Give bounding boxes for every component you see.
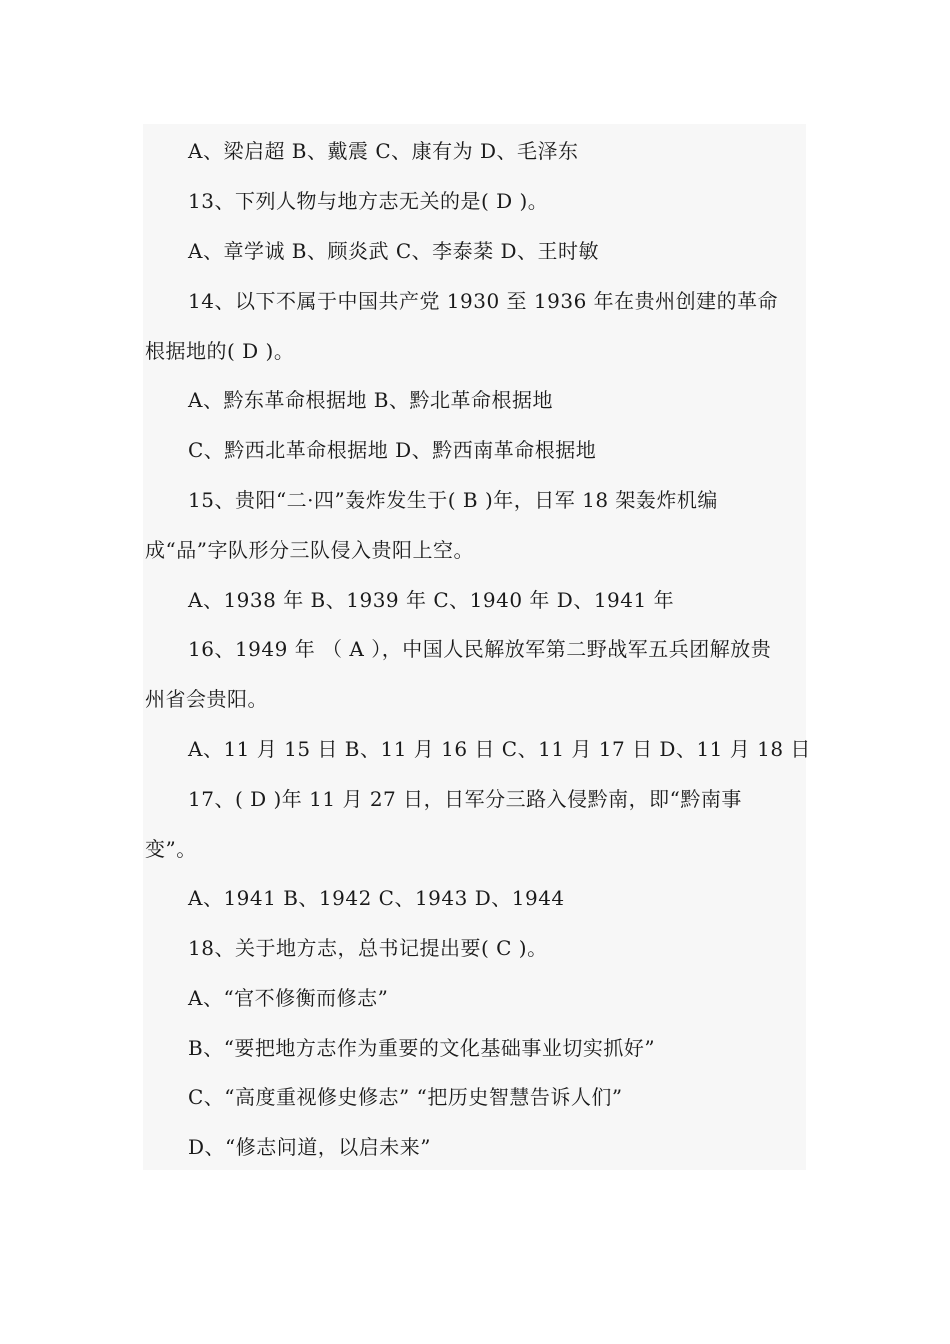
question-18-option-d: D、“修志问道，以启未来”	[188, 1135, 431, 1159]
question-14-line-1: 14、以下不属于中国共产党 1930 至 1936 年在贵州创建的革命	[188, 289, 779, 313]
question-13: 13、下列人物与地方志无关的是( D )。	[188, 189, 549, 213]
question-15-line-1: 15、贵阳“二·四”轰炸发生于( B )年，日军 18 架轰炸机编	[188, 488, 718, 512]
question-18: 18、关于地方志，总书记提出要( C )。	[188, 936, 548, 960]
question-15-line-2: 成“品”字队形分三队侵入贵阳上空。	[145, 538, 474, 562]
question-16-line-2: 州省会贵阳。	[145, 687, 268, 711]
question-17-line-1: 17、( D )年 11 月 27 日，日军分三路入侵黔南，即“黔南事	[188, 787, 742, 811]
question-12-options: A、梁启超 B、戴震 C、康有为 D、毛泽东	[188, 139, 579, 163]
question-16-line-1: 16、1949 年 （ A ），中国人民解放军第二野战军五兵团解放贵	[188, 637, 772, 661]
question-17-options: A、1941 B、1942 C、1943 D、1944	[188, 886, 565, 910]
question-14-line-2: 根据地的( D )。	[145, 339, 295, 363]
question-14-options-ab: A、黔东革命根据地 B、黔北革命根据地	[188, 388, 553, 412]
question-17-line-2: 变”。	[145, 837, 197, 861]
question-18-option-b: B、“要把地方志作为重要的文化基础事业切实抓好”	[188, 1036, 656, 1060]
question-13-options: A、章学诚 B、顾炎武 C、李泰棻 D、王时敏	[188, 239, 600, 263]
question-16-options: A、11 月 15 日 B、11 月 16 日 C、11 月 17 日 D、11 月 18 日	[188, 737, 811, 761]
question-14-options-cd: C、黔西北革命根据地 D、黔西南革命根据地	[188, 438, 597, 462]
question-15-options: A、1938 年 B、1939 年 C、1940 年 D、1941 年	[188, 588, 675, 612]
question-18-option-a: A、“官不修衡而修志”	[188, 986, 389, 1010]
question-18-option-c: C、“高度重视修史修志” “把历史智慧告诉人们”	[188, 1085, 623, 1109]
